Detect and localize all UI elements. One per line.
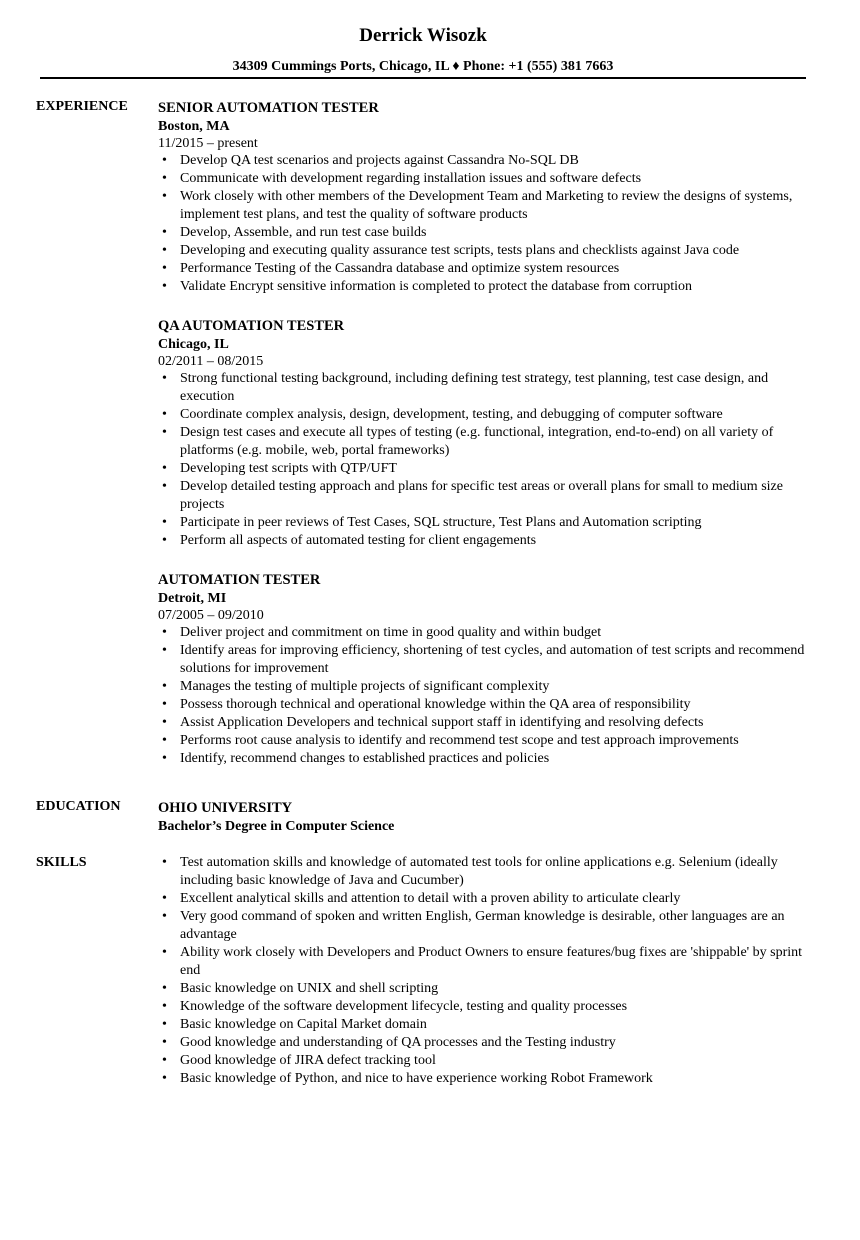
list-item: • Communicate with development regarding installation issues and software defects [180, 170, 808, 188]
list-item: • Possess thorough technical and operational knowledge within the QA area of responsibility [180, 696, 808, 714]
list-item: • Develop, Assemble, and run test case builds [180, 224, 808, 242]
list-item: • Test automation skills and knowledge of automated test tools for online applications e.g. Selenium (ideally including basic knowledge of Java and Cucumber) [180, 854, 808, 890]
job-dates: 07/2005 – 09/2010 [158, 608, 264, 623]
contact-line: 34309 Cummings Ports, Chicago, IL ♦ Phone: +1 (555) 381 7663 [232, 59, 614, 74]
degree: Bachelor’s Degree in Computer Science [158, 819, 395, 834]
list-item: • Excellent analytical skills and attention to detail with a proven ability to articulate clearly [180, 890, 808, 908]
experience-label: EXPERIENCE [36, 99, 128, 114]
list-item: • Very good command of spoken and written English, German knowledge is desirable, other languages are an advantage [180, 908, 808, 944]
list-item: • Participate in peer reviews of Test Cases, SQL structure, Test Plans and Automation scripting [180, 514, 808, 532]
list-item: • Basic knowledge on Capital Market domain [180, 1016, 808, 1034]
list-item: • Developing and executing quality assurance test scripts, tests plans and checklists against Java code [180, 242, 808, 260]
list-item: • Performs root cause analysis to identify and recommend test scope and test approach improvements [180, 732, 808, 750]
candidate-name: Derrick Wisozk [359, 25, 487, 46]
list-item: • Good knowledge and understanding of QA processes and the Testing industry [180, 1034, 808, 1052]
list-item: • Deliver project and commitment on time in good quality and within budget [180, 624, 808, 642]
skills-section [36, 854, 816, 1088]
list-item: • Identify, recommend changes to established practices and policies [180, 750, 808, 768]
job-location: Chicago, IL [158, 337, 229, 352]
list-item: • Validate Encrypt sensitive information is completed to protect the database from corruption [180, 278, 808, 296]
job-entry [158, 98, 808, 296]
experience-body [158, 98, 808, 768]
job-title: AUTOMATION TESTER [158, 572, 321, 588]
list-item: • Basic knowledge on UNIX and shell scripting [180, 980, 808, 998]
job-entry [158, 316, 808, 550]
skills-label: SKILLS [36, 855, 87, 870]
list-item: • Work closely with other members of the Development Team and Marketing to review the designs of systems, implement test plans, and test the quality of software products [180, 188, 808, 224]
list-item: • Develop QA test scenarios and projects against Cassandra No-SQL DB [180, 152, 808, 170]
school-name: OHIO UNIVERSITY [158, 800, 293, 816]
job-title: SENIOR AUTOMATION TESTER [158, 100, 379, 116]
list-item: • Developing test scripts with QTP/UFT [180, 460, 808, 478]
job-location: Boston, MA [158, 119, 230, 134]
education-label: EDUCATION [36, 799, 121, 814]
skills-list [158, 854, 808, 1088]
experience-section [36, 98, 816, 768]
job-dates: 02/2011 – 08/2015 [158, 354, 264, 369]
job-dates: 11/2015 – present [158, 136, 258, 151]
list-item: • Develop detailed testing approach and plans for specific test areas or overall plans for small to medium size projects [180, 478, 808, 514]
resume-header [40, 24, 806, 76]
list-item: • Coordinate complex analysis, design, development, testing, and debugging of computer software [180, 406, 808, 424]
job-title: QA AUTOMATION TESTER [158, 318, 345, 334]
job-entry [158, 570, 808, 768]
list-item: • Design test cases and execute all types of testing (e.g. functional, integration, end-to-end) on all variety of platforms (e.g. mobile, web, portal frameworks) [180, 424, 808, 460]
job-responsibilities [158, 370, 808, 550]
list-item: • Perform all aspects of automated testing for client engagements [180, 532, 808, 550]
education-section [36, 798, 816, 836]
list-item: • Manages the testing of multiple projects of significant complexity [180, 678, 808, 696]
education-body [158, 798, 808, 836]
header-divider [40, 77, 806, 79]
skills-body [158, 854, 808, 1088]
list-item: • Performance Testing of the Cassandra database and optimize system resources [180, 260, 808, 278]
list-item: • Ability work closely with Developers and Product Owners to ensure features/bug fixes are 'shippable' by sprint end [180, 944, 808, 980]
list-item: • Strong functional testing background, including defining test strategy, test planning, test case design, and execution [180, 370, 808, 406]
list-item: • Good knowledge of JIRA defect tracking tool [180, 1052, 808, 1070]
list-item: • Basic knowledge of Python, and nice to have experience working Robot Framework [180, 1070, 808, 1088]
list-item: • Identify areas for improving efficiency, shortening of test cycles, and automation of test scripts and recommend solutions for improvement [180, 642, 808, 678]
list-item: • Knowledge of the software development lifecycle, testing and quality processes [180, 998, 808, 1016]
job-location: Detroit, MI [158, 591, 227, 606]
job-responsibilities [158, 152, 808, 296]
job-responsibilities [158, 624, 808, 768]
list-item: • Assist Application Developers and technical support staff in identifying and resolving defects [180, 714, 808, 732]
